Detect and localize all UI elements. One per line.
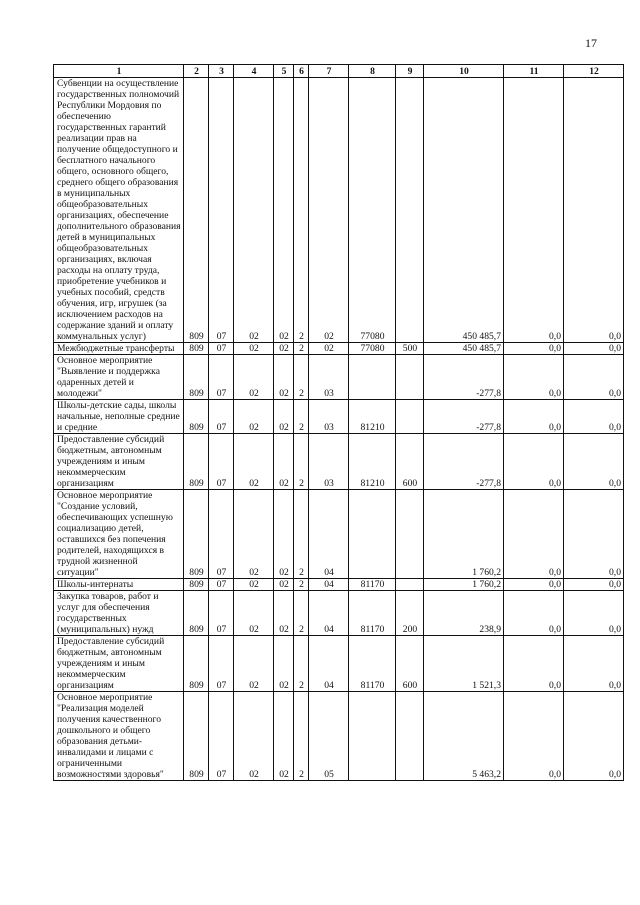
value-cell-3: 07	[209, 579, 234, 591]
value-cell-6: 2	[294, 78, 309, 343]
value-cell-9	[396, 400, 424, 434]
table-row	[54, 692, 624, 781]
value-cell-11: 0,0	[504, 591, 564, 636]
column-header: 11	[504, 65, 564, 78]
value-cell-10: 238,9	[424, 591, 504, 636]
value-cell-7: 02	[309, 78, 349, 343]
row-name-cell: Предоставление субсидий бюджетным, автономным учреждениям и иным некоммерческим организациям	[54, 434, 184, 490]
value-cell-3: 07	[209, 355, 234, 400]
table-row	[54, 636, 624, 692]
budget-table	[53, 64, 624, 781]
value-cell-7: 03	[309, 355, 349, 400]
value-cell-12: 0,0	[564, 400, 624, 434]
value-cell-7: 04	[309, 636, 349, 692]
value-cell-3: 07	[209, 490, 234, 579]
value-cell-2: 809	[184, 490, 209, 579]
page-number: 17	[585, 36, 597, 50]
value-cell-10: -277,8	[424, 434, 504, 490]
value-cell-6: 2	[294, 400, 309, 434]
header-row	[54, 65, 624, 78]
value-cell-6: 2	[294, 591, 309, 636]
table-row	[54, 434, 624, 490]
value-cell-6: 2	[294, 490, 309, 579]
row-name-cell: Основное мероприятие "Выявление и поддержка одаренных детей и молодежи"	[54, 355, 184, 400]
value-cell-2: 809	[184, 636, 209, 692]
row-name-cell: Межбюджетные трансферты	[54, 343, 184, 355]
value-cell-10: 5 463,2	[424, 692, 504, 781]
value-cell-2: 809	[184, 692, 209, 781]
value-cell-2: 809	[184, 591, 209, 636]
value-cell-5: 02	[274, 490, 294, 579]
row-name-cell: Предоставление субсидий бюджетным, автономным учреждениям и иным некоммерческим организациям	[54, 636, 184, 692]
value-cell-2: 809	[184, 343, 209, 355]
value-cell-9	[396, 78, 424, 343]
value-cell-6: 2	[294, 343, 309, 355]
value-cell-4: 02	[234, 355, 274, 400]
value-cell-11: 0,0	[504, 343, 564, 355]
value-cell-5: 02	[274, 355, 294, 400]
value-cell-12: 0,0	[564, 355, 624, 400]
column-header: 5	[274, 65, 294, 78]
row-name-cell: Основное мероприятие "Реализация моделей получения качественного дошкольного и общего образования детьми-инвалидами и лицами с ограниченными возможностями здоровья"	[54, 692, 184, 781]
value-cell-12: 0,0	[564, 579, 624, 591]
value-cell-10: 450 485,7	[424, 78, 504, 343]
value-cell-4: 02	[234, 78, 274, 343]
column-header: 1	[54, 65, 184, 78]
table-row	[54, 490, 624, 579]
value-cell-9: 200	[396, 591, 424, 636]
value-cell-4: 02	[234, 400, 274, 434]
value-cell-12: 0,0	[564, 591, 624, 636]
row-name-cell: Школы-интернаты	[54, 579, 184, 591]
value-cell-11: 0,0	[504, 400, 564, 434]
value-cell-11: 0,0	[504, 434, 564, 490]
value-cell-12: 0,0	[564, 78, 624, 343]
value-cell-3: 07	[209, 400, 234, 434]
table-row	[54, 591, 624, 636]
value-cell-4: 02	[234, 692, 274, 781]
column-header: 8	[349, 65, 396, 78]
value-cell-9	[396, 692, 424, 781]
value-cell-11: 0,0	[504, 579, 564, 591]
value-cell-3: 07	[209, 434, 234, 490]
value-cell-12: 0,0	[564, 343, 624, 355]
value-cell-10: 1 760,2	[424, 579, 504, 591]
value-cell-5: 02	[274, 579, 294, 591]
value-cell-5: 02	[274, 400, 294, 434]
value-cell-3: 07	[209, 692, 234, 781]
value-cell-2: 809	[184, 434, 209, 490]
value-cell-11: 0,0	[504, 490, 564, 579]
value-cell-6: 2	[294, 636, 309, 692]
value-cell-10: -277,8	[424, 400, 504, 434]
row-name-cell: Школы-детские сады, школы начальные, неполные средние и средние	[54, 400, 184, 434]
value-cell-4: 02	[234, 579, 274, 591]
value-cell-6: 2	[294, 434, 309, 490]
value-cell-12: 0,0	[564, 692, 624, 781]
value-cell-9: 600	[396, 636, 424, 692]
column-header: 9	[396, 65, 424, 78]
column-header: 7	[309, 65, 349, 78]
value-cell-3: 07	[209, 591, 234, 636]
value-cell-7: 02	[309, 343, 349, 355]
value-cell-4: 02	[234, 591, 274, 636]
table-row	[54, 343, 624, 355]
value-cell-10: 1 521,3	[424, 636, 504, 692]
value-cell-4: 02	[234, 343, 274, 355]
value-cell-4: 02	[234, 434, 274, 490]
value-cell-8: 81210	[349, 400, 396, 434]
table-body	[54, 65, 624, 781]
table-row	[54, 579, 624, 591]
column-header: 10	[424, 65, 504, 78]
value-cell-9: 500	[396, 343, 424, 355]
value-cell-8	[349, 355, 396, 400]
value-cell-5: 02	[274, 343, 294, 355]
value-cell-6: 2	[294, 579, 309, 591]
row-name-cell: Закупка товаров, работ и услуг для обеспечения государственных (муниципальных) нужд	[54, 591, 184, 636]
value-cell-9	[396, 490, 424, 579]
value-cell-2: 809	[184, 78, 209, 343]
value-cell-7: 04	[309, 591, 349, 636]
value-cell-2: 809	[184, 579, 209, 591]
value-cell-8: 81170	[349, 636, 396, 692]
column-header: 6	[294, 65, 309, 78]
value-cell-10: 1 760,2	[424, 490, 504, 579]
value-cell-11: 0,0	[504, 636, 564, 692]
value-cell-8: 81170	[349, 591, 396, 636]
column-header: 12	[564, 65, 624, 78]
value-cell-5: 02	[274, 636, 294, 692]
value-cell-5: 02	[274, 434, 294, 490]
value-cell-12: 0,0	[564, 636, 624, 692]
value-cell-6: 2	[294, 692, 309, 781]
table-row	[54, 355, 624, 400]
value-cell-8: 77080	[349, 78, 396, 343]
value-cell-7: 04	[309, 579, 349, 591]
value-cell-8	[349, 490, 396, 579]
value-cell-4: 02	[234, 490, 274, 579]
value-cell-12: 0,0	[564, 490, 624, 579]
row-name-cell: Субвенции на осуществление государственных полномочий Республики Мордовия по обеспечению государственных гарантий реализации прав на получение общедоступного и бесплатного начального общего, основного общего, среднего общего образования в муниципальных общеобразовательных организациях, обеспечение дополнительного образования детей в муниципальных общеобразовательных организациях, включая расходы на оплату труда, приобретение учебников и учебных пособий, средств обучения, игр, игрушек (за исключением расходов на содержание зданий и оплату коммунальных услуг)	[54, 78, 184, 343]
value-cell-3: 07	[209, 343, 234, 355]
value-cell-3: 07	[209, 78, 234, 343]
value-cell-2: 809	[184, 400, 209, 434]
value-cell-4: 02	[234, 636, 274, 692]
value-cell-11: 0,0	[504, 692, 564, 781]
value-cell-8	[349, 692, 396, 781]
value-cell-7: 04	[309, 490, 349, 579]
column-header: 4	[234, 65, 274, 78]
value-cell-7: 05	[309, 692, 349, 781]
value-cell-10: -277,8	[424, 355, 504, 400]
value-cell-7: 03	[309, 400, 349, 434]
value-cell-8: 77080	[349, 343, 396, 355]
column-header: 3	[209, 65, 234, 78]
value-cell-11: 0,0	[504, 78, 564, 343]
value-cell-9: 600	[396, 434, 424, 490]
value-cell-12: 0,0	[564, 434, 624, 490]
value-cell-7: 03	[309, 434, 349, 490]
value-cell-5: 02	[274, 692, 294, 781]
value-cell-10: 450 485,7	[424, 343, 504, 355]
value-cell-5: 02	[274, 591, 294, 636]
value-cell-6: 2	[294, 355, 309, 400]
table-row	[54, 400, 624, 434]
value-cell-3: 07	[209, 636, 234, 692]
row-name-cell: Основное мероприятие "Создание условий, обеспечивающих успешную социализацию детей, оставшихся без попечения родителей, находящихся в трудной жизненной ситуации"	[54, 490, 184, 579]
value-cell-11: 0,0	[504, 355, 564, 400]
value-cell-5: 02	[274, 78, 294, 343]
value-cell-9	[396, 579, 424, 591]
column-header: 2	[184, 65, 209, 78]
table-row	[54, 78, 624, 343]
value-cell-9	[396, 355, 424, 400]
value-cell-8: 81170	[349, 579, 396, 591]
value-cell-8: 81210	[349, 434, 396, 490]
value-cell-2: 809	[184, 355, 209, 400]
